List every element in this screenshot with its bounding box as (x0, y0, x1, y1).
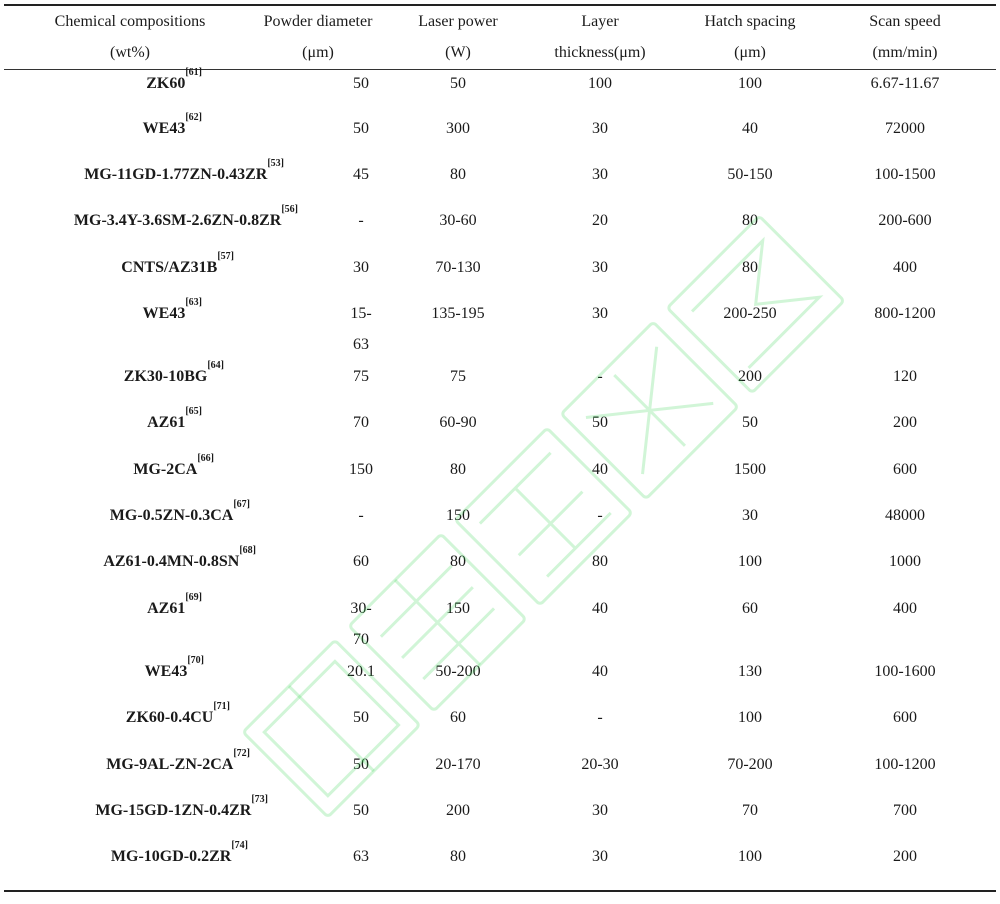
header-speed (840, 6, 970, 68)
header-hatch-line1: Hatch spacing (704, 13, 796, 30)
table-row-0-hatch: 100 (738, 75, 762, 92)
header-power (398, 6, 518, 68)
row-8-name: MG-2CA (133, 461, 198, 478)
table-row-8-layer: 40 (592, 461, 608, 478)
table-row-4-composition (0, 252, 234, 283)
table-row-8-diameter: 150 (349, 461, 373, 478)
row-11-diameter-line2: 70 (353, 631, 369, 648)
table-row-5-hatch: 200-250 (723, 305, 777, 322)
table-row-2-composition (0, 159, 284, 190)
table-row-6-composition (0, 361, 224, 392)
table-row-5-diameter (330, 298, 392, 360)
table-row-5-speed: 800-1200 (874, 305, 936, 322)
header-diameter (248, 6, 388, 68)
table-row-3-power: 30-60 (439, 212, 477, 229)
table-row-0-diameter: 50 (353, 75, 369, 92)
row-16-ref: [74] (231, 840, 248, 851)
table-row-9-composition (0, 500, 250, 531)
table-row-15-speed: 700 (893, 802, 917, 819)
table-row-12-diameter: 20.1 (347, 663, 375, 680)
row-1-name: WE43 (142, 120, 186, 137)
table-row-1-composition (0, 113, 202, 144)
table-row-6-diameter: 75 (353, 368, 369, 385)
header-hatch (680, 6, 820, 68)
header-hatch-line2: (μm) (734, 44, 766, 61)
table-row-10-composition (0, 546, 256, 577)
table-row-9-power: 150 (446, 507, 470, 524)
header-power-line1: Laser power (418, 13, 498, 30)
table-row-0-layer: 100 (588, 75, 612, 92)
row-4-name: CNTS/AZ31B (121, 259, 218, 276)
row-5-diameter-line1: 15- (350, 305, 372, 322)
table-row-11-diameter (330, 593, 392, 655)
row-0-ref: [61] (185, 67, 202, 78)
header-speed-line1: Scan speed (869, 13, 941, 30)
table-row-3-layer: 20 (592, 212, 608, 229)
table-row-1-speed: 72000 (885, 120, 925, 137)
row-15-name: MG-15GD-1ZN-0.4ZR (95, 802, 252, 819)
row-9-name: MG-0.5ZN-0.3CA (109, 507, 234, 524)
table-row-14-hatch: 70-200 (727, 756, 773, 773)
table-row-8-composition (0, 454, 214, 485)
table-row-7-power: 60-90 (439, 414, 477, 431)
table-row-10-speed: 1000 (889, 553, 921, 570)
table-row-1-diameter: 50 (353, 120, 369, 137)
table-row-15-hatch: 70 (742, 802, 758, 819)
table-row-9-layer: - (597, 507, 603, 524)
row-12-ref: [70] (187, 655, 204, 666)
table-row-4-speed: 400 (893, 259, 917, 276)
table-row-1-hatch: 40 (742, 120, 758, 137)
table-row-6-speed: 120 (893, 368, 917, 385)
table-row-3-diameter: - (358, 212, 364, 229)
row-5-ref: [63] (185, 297, 202, 308)
table-bottom-rule (4, 890, 996, 892)
table-row-14-speed: 100-1200 (874, 756, 936, 773)
row-6-name: ZK30-10BG (123, 368, 208, 385)
table-row-10-power: 80 (450, 553, 466, 570)
table-row-16-speed: 200 (893, 848, 917, 865)
row-2-name: MG-11GD-1.77ZN-0.43ZR (84, 166, 268, 183)
table-row-13-layer: - (597, 709, 603, 726)
table-row-4-diameter: 30 (353, 259, 369, 276)
table-row-10-layer: 80 (592, 553, 608, 570)
row-16-name: MG-10GD-0.2ZR (110, 848, 232, 865)
table-row-0-composition (0, 68, 202, 99)
table-row-11-hatch: 60 (742, 600, 758, 617)
table-row-8-speed: 600 (893, 461, 917, 478)
row-0-name: ZK60 (146, 75, 186, 92)
row-13-ref: [71] (213, 701, 230, 712)
table-row-0-speed: 6.67-11.67 (870, 75, 940, 92)
table-row-16-hatch: 100 (738, 848, 762, 865)
table-row-9-speed: 48000 (885, 507, 925, 524)
row-9-ref: [67] (233, 499, 250, 510)
header-power-line2: (W) (445, 44, 471, 61)
header-layer-line2: thickness(μm) (554, 44, 646, 61)
table-row-12-power: 50-200 (435, 663, 481, 680)
table-row-4-hatch: 80 (742, 259, 758, 276)
header-speed-line2: (mm/min) (872, 44, 938, 61)
row-5-name: WE43 (142, 305, 186, 322)
table-row-0-power: 50 (450, 75, 466, 92)
header-composition-line1: Chemical compositions (54, 13, 206, 30)
table-row-4-power: 70-130 (435, 259, 481, 276)
row-11-ref: [69] (185, 592, 202, 603)
row-7-name: AZ61 (147, 414, 186, 431)
table-row-15-diameter: 50 (353, 802, 369, 819)
row-14-name: MG-9AL-ZN-2CA (106, 756, 234, 773)
header-layer-line1: Layer (581, 13, 619, 30)
table-row-16-diameter: 63 (353, 848, 369, 865)
header-composition-line2: (wt%) (110, 44, 150, 61)
table-row-10-hatch: 100 (738, 553, 762, 570)
table-row-4-layer: 30 (592, 259, 608, 276)
table-row-9-hatch: 30 (742, 507, 758, 524)
row-13-name: ZK60-0.4CU (125, 709, 214, 726)
table-row-13-diameter: 50 (353, 709, 369, 726)
row-5-diameter-line2: 63 (353, 336, 369, 353)
table-row-16-layer: 30 (592, 848, 608, 865)
table-row-11-speed: 400 (893, 600, 917, 617)
table-row-16-power: 80 (450, 848, 466, 865)
row-10-name: AZ61-0.4MN-0.8SN (103, 553, 240, 570)
row-10-ref: [68] (239, 545, 256, 556)
table-row-1-power: 300 (446, 120, 470, 137)
table-row-16-composition (0, 841, 248, 872)
table-row-6-layer: - (597, 368, 603, 385)
row-14-ref: [72] (233, 748, 250, 759)
table-row-2-speed: 100-1500 (874, 166, 936, 183)
table-row-7-diameter: 70 (353, 414, 369, 431)
table-row-14-diameter: 50 (353, 756, 369, 773)
table-row-2-hatch: 50-150 (727, 166, 773, 183)
row-1-ref: [62] (185, 112, 202, 123)
table-row-5-layer: 30 (592, 305, 608, 322)
row-4-ref: [57] (217, 251, 234, 262)
table-row-2-diameter: 45 (353, 166, 369, 183)
table-row-9-diameter: - (358, 507, 364, 524)
row-2-ref: [53] (267, 158, 284, 169)
row-11-diameter-line1: 30- (350, 600, 372, 617)
table-row-12-layer: 40 (592, 663, 608, 680)
table-row-13-speed: 600 (893, 709, 917, 726)
table-row-1-layer: 30 (592, 120, 608, 137)
header-composition (20, 6, 240, 68)
table-row-7-hatch: 50 (742, 414, 758, 431)
table-row-13-composition (0, 702, 230, 733)
table-row-11-composition (0, 593, 202, 624)
row-7-ref: [65] (185, 406, 202, 417)
table-row-12-composition (0, 656, 204, 687)
table-row-15-power: 200 (446, 802, 470, 819)
row-6-ref: [64] (207, 360, 224, 371)
table-row-12-hatch: 130 (738, 663, 762, 680)
table-row-11-power: 150 (446, 600, 470, 617)
table-row-2-layer: 30 (592, 166, 608, 183)
table-row-14-power: 20-170 (435, 756, 481, 773)
header-layer (530, 6, 670, 68)
table-row-15-layer: 30 (592, 802, 608, 819)
table-row-10-diameter: 60 (353, 553, 369, 570)
header-diameter-line1: Powder diameter (263, 13, 373, 30)
table-row-11-layer: 40 (592, 600, 608, 617)
row-3-name: MG-3.4Y-3.6SM-2.6ZN-0.8ZR (73, 212, 282, 229)
table-row-6-power: 75 (450, 368, 466, 385)
row-11-name: AZ61 (147, 600, 186, 617)
table-row-5-composition (0, 298, 202, 329)
table-row-7-speed: 200 (893, 414, 917, 431)
table-row-7-layer: 50 (592, 414, 608, 431)
table-row-5-power: 135-195 (431, 305, 485, 322)
table-row-3-hatch: 80 (742, 212, 758, 229)
table-row-15-composition (0, 795, 268, 826)
table-row-3-composition (0, 205, 298, 236)
header-diameter-line2: (μm) (302, 44, 334, 61)
table-row-14-layer: 20-30 (581, 756, 619, 773)
table-row-12-speed: 100-1600 (874, 663, 936, 680)
table-row-2-power: 80 (450, 166, 466, 183)
row-8-ref: [66] (197, 453, 214, 464)
row-3-ref: [56] (281, 204, 298, 215)
table-row-6-hatch: 200 (738, 368, 762, 385)
table-row-7-composition (0, 407, 202, 438)
table-row-13-power: 60 (450, 709, 466, 726)
table-row-8-hatch: 1500 (734, 461, 766, 478)
row-12-name: WE43 (144, 663, 188, 680)
table-row-14-composition (0, 749, 250, 780)
row-15-ref: [73] (251, 794, 268, 805)
table-row-8-power: 80 (450, 461, 466, 478)
table-row-13-hatch: 100 (738, 709, 762, 726)
table-row-3-speed: 200-600 (878, 212, 932, 229)
